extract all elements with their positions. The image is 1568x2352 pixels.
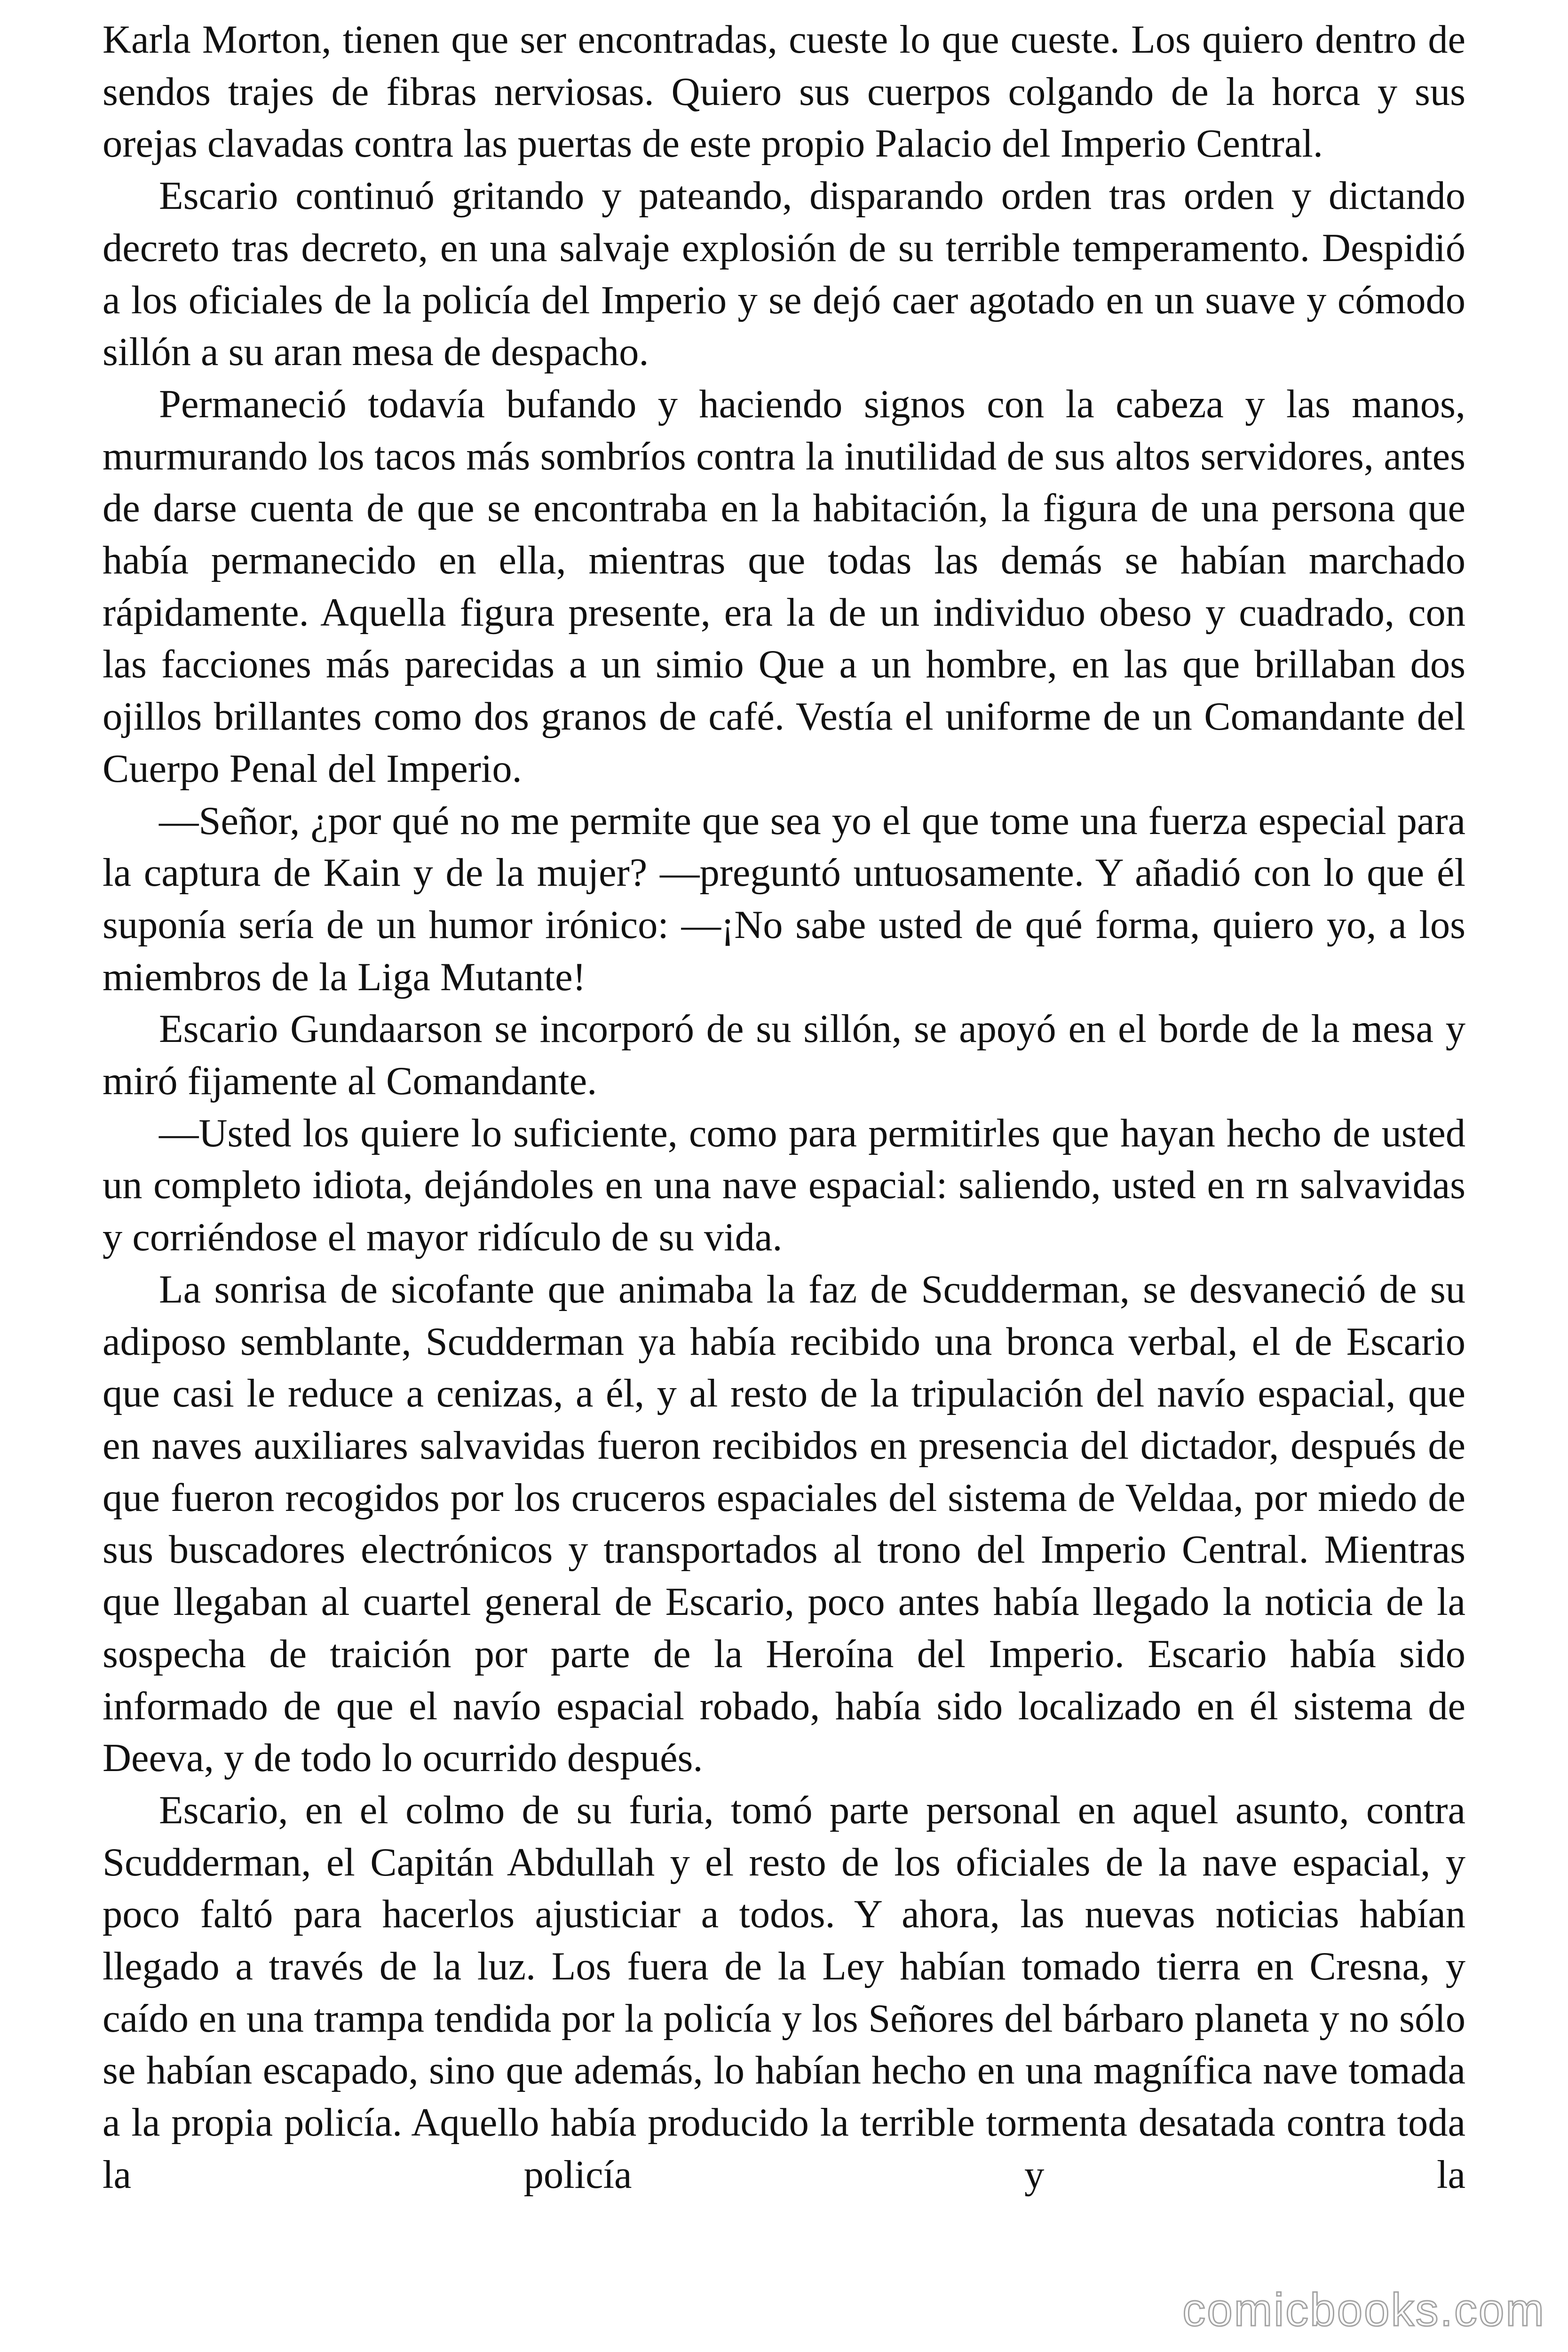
paragraph: Escario Gundaarson se incorporó de su sillón, se apoyó en el borde de la mesa y miró fijamente al Comandante. [103,1007,1465,1104]
paragraph: Escario, en el colmo de su furia, tomó parte personal en aquel asunto, contra Scudderman, el Capitán Abdullah y el resto de los oficiales de la nave espacial, y poco faltó para hacerlos ajusticiar a todos. Y ahora, las nuevas noticias habían llegado a través de la luz. Los fuera de la Ley habían tomado tierra en Cresna, y caído en una trampa tendida por la policía y los Señores del bárbaro planeta y no sólo se habían escapado, sino que además, lo habían hecho en una magnífica nave tomada a la propia policía. Aquello había producido la terrible tormenta desatada contra toda la policía y la [103,1788,1465,2197]
book-page [103,14,1465,2310]
paragraph: Permaneció todavía bufando y haciendo signos con la cabeza y las manos, murmurando los tacos más sombríos contra la inutilidad de sus altos servidores, antes de darse cuenta de que se encontraba en la habitación, la figura de una persona que había permanecido en ella, mientras que todas las demás se habían marchado rápidamente. Aquella figura presente, era la de un individuo obeso y cuadrado, con las facciones más parecidas a un simio Que a un hombre, en las que brillaban dos ojillos brillantes como dos granos de café. Vestía el uniforme de un Comandante del Cuerpo Penal del Imperio. [103,382,1465,791]
paragraph: Karla Morton, tienen que ser encontradas, cueste lo que cueste. Los quiero dentro de sendos trajes de fibras nerviosas. Quiero sus cuerpos colgando de la horca y sus orejas clavadas contra las puertas de este propio Palacio del Imperio Central. [103,18,1465,166]
paragraph: Escario continuó gritando y pateando, disparando orden tras orden y dictando decreto tras decreto, en una salvaje explosión de su terrible temperamento. Despidió a los oficiales de la policía del Imperio y se dejó caer agotado en un suave y cómodo sillón a su aran mesa de despacho. [103,174,1465,374]
paragraph: —Usted los quiere lo suficiente, como para permitirles que hayan hecho de usted un completo idiota, dejándoles en una nave espacial: saliendo, usted en rn salvavidas y corriéndose el mayor ridículo de su vida. [103,1111,1465,1260]
paragraph: —Señor, ¿por qué no me permite que sea yo el que tome una fuerza especial para la captura de Kain y de la mujer? —preguntó untuosamente. Y añadió con lo que él suponía sería de un humor irónico: —¡No sabe usted de qué forma, quiero yo, a los miembros de la Liga Mutante! [103,799,1465,999]
watermark: comicbooks.com [1182,2284,1545,2336]
paragraph: La sonrisa de sicofante que animaba la faz de Scudderman, se desvaneció de su adiposo semblante, Scudderman ya había recibido una bronca verbal, el de Escario que casi le reduce a cenizas, a él, y al resto de la tripulación del navío espacial, que en naves auxiliares salvavidas fueron recibidos en presencia del dictador, después de que fueron recogidos por los cruceros espaciales del sistema de Veldaa, por miedo de sus buscadores electrónicos y transportados al trono del Imperio Central. Mientras que llegaban al cuartel general de Escario, poco antes había llegado la noticia de la sospecha de traición por parte de la Heroína del Imperio. Escario había sido informado de que el navío espacial robado, había sido localizado en él sistema de Deeva, y de todo lo ocurrido después. [103,1267,1465,1780]
